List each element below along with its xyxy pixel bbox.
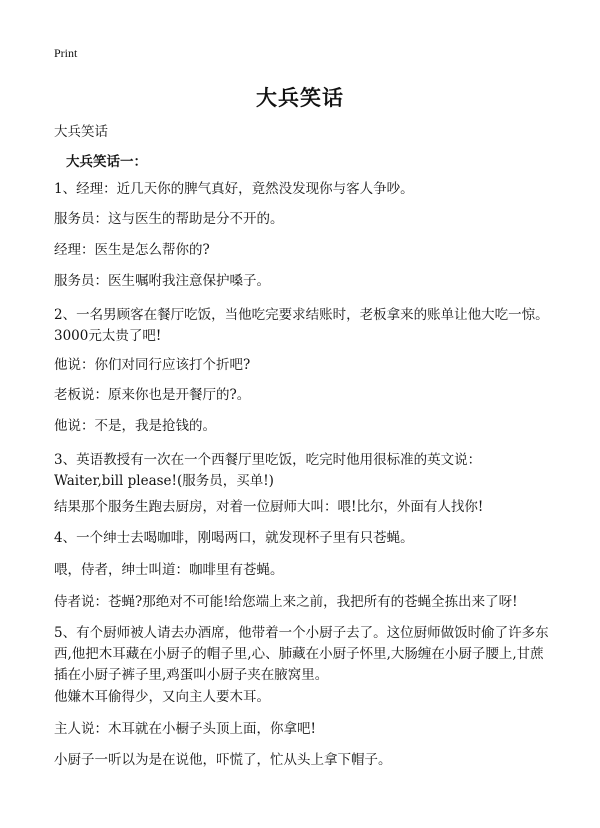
print-label: Print bbox=[54, 46, 78, 60]
paragraph: 结果那个服务生跑去厨房，对着一位厨师大叫：喂!比尔，外面有人找你! bbox=[54, 499, 484, 515]
paragraph: 服务员：医生嘱咐我注意保护嗓子。 bbox=[54, 273, 270, 289]
paragraph: 喂，侍者，绅士叫道：咖啡里有苍蝇。 bbox=[54, 562, 284, 578]
paragraph: 4、一个绅士去喝咖啡，刚喝两口，就发现杯子里有只苍蝇。 bbox=[54, 530, 414, 546]
paragraph: 5、有个厨师被人请去办酒席，他带着一个小厨子去了。这位厨师做饭时偷了许多东西,他把木耳藏在小厨子的帽子里,心、肺藏在小厨子怀里,大肠缠在小厨子腰上,甘蔗插在小厨子裤子里,鸡蛋叫小厨子夹在腋窝里。 bbox=[54, 625, 549, 683]
paragraph: 老板说：原来你也是开餐厅的?。 bbox=[54, 387, 251, 403]
paragraph: 他说：不是，我是抢钱的。 bbox=[54, 418, 216, 434]
paragraph: 侍者说：苍蝇?那绝对不可能!给您端上来之前，我把所有的苍蝇全拣出来了呀! bbox=[54, 594, 518, 610]
paragraph: 2、一名男顾客在餐厅吃饭，当他吃完要求结账时，老板拿来的账单让他大吃一惊。3000元太贵了吧! bbox=[54, 307, 549, 344]
paragraph: 经理：医生是怎么帮你的? bbox=[54, 242, 210, 258]
document-subtitle: 大兵笑话 bbox=[54, 124, 108, 140]
paragraph: 他说：你们对同行应该打个折吧? bbox=[54, 357, 251, 373]
page-title: 大兵笑话 bbox=[256, 85, 344, 110]
section-heading: 大兵笑话一： bbox=[66, 154, 147, 170]
paragraph: 3、英语教授有一次在一个西餐厅里吃饭，吃完时他用很标准的英文说：Waiter,bill please!(服务员，买单!) bbox=[54, 452, 482, 489]
paragraph: 他嫌木耳偷得少，又向主人要木耳。 bbox=[54, 689, 270, 705]
paragraph: 主人说：木耳就在小橱子头顶上面，你拿吧! bbox=[54, 721, 316, 737]
paragraph: 小厨子一听以为是在说他，吓慌了，忙从头上拿下帽子。 bbox=[54, 752, 392, 768]
paragraph: 服务员：这与医生的帮助是分不开的。 bbox=[54, 211, 284, 227]
paragraph: 1、经理：近几天你的脾气真好，竟然没发现你与客人争吵。 bbox=[54, 181, 414, 197]
